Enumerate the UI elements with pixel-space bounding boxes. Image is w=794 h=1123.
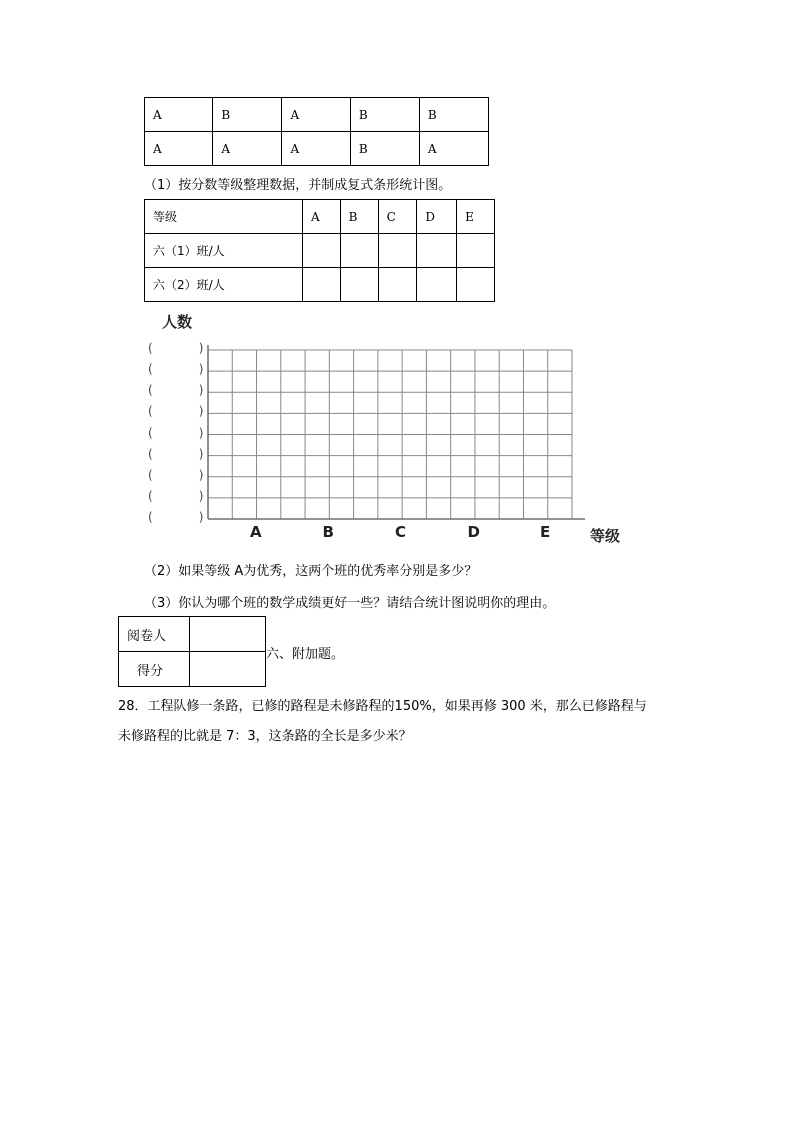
cell: B <box>213 98 282 132</box>
section-title: 六、附加题。 <box>266 647 345 662</box>
header-cell: D <box>417 200 457 234</box>
question-28-line2: 未修路程的比就是 7：3，这条路的全长是多少米？ <box>118 729 412 744</box>
cell: A <box>145 132 213 166</box>
y-tick-blank: ( ) <box>148 383 204 398</box>
cell: B <box>350 98 419 132</box>
x-tick-label: D <box>467 523 480 541</box>
header-cell: E <box>457 200 495 234</box>
cell: A <box>282 132 350 166</box>
x-axis-label: 等级 <box>590 527 621 545</box>
header-cell: 等级 <box>145 200 303 234</box>
y-tick-blank: ( ) <box>148 446 204 461</box>
header-cell: B <box>340 200 378 234</box>
y-tick-blank: ( ) <box>148 467 204 482</box>
question-2: （2）如果等级 A为优秀，这两个班的优秀率分别是多少？ <box>144 564 478 579</box>
row-label: 六（1）班/人 <box>145 234 303 268</box>
chart-grid <box>0 0 794 560</box>
cell: B <box>419 98 488 132</box>
y-tick-blank: ( ) <box>148 362 204 377</box>
y-tick-blank: ( ) <box>148 510 204 524</box>
y-tick-blank: ( ) <box>148 425 204 440</box>
cell: B <box>350 132 419 166</box>
question-3: （3）你认为哪个班的数学成绩更好一些？请结合统计图说明你的理由。 <box>144 596 556 611</box>
score-box <box>118 616 266 687</box>
x-tick-label: B <box>322 523 334 541</box>
cell: A <box>282 98 350 132</box>
cell: A <box>419 132 488 166</box>
cell: A <box>213 132 282 166</box>
y-tick-blank: ( ) <box>148 404 204 419</box>
x-tick-label: A <box>250 523 262 541</box>
cell: A <box>145 98 213 132</box>
row-label: 六（2）班/人 <box>145 268 303 302</box>
header-cell: C <box>378 200 417 234</box>
x-tick-label: C <box>395 523 407 541</box>
x-tick-label: E <box>540 523 551 541</box>
score-label: 得分 <box>119 652 190 687</box>
question-28-line1: 28．工程队修一条路，已修的路程是未修路程的150%，如果再修 300 米，那么已修路程与 <box>118 699 647 714</box>
y-tick-blank: ( ) <box>148 341 204 355</box>
reviewer-label: 阅卷人 <box>119 617 190 652</box>
question-1: （1）按分数等级整理数据，并制成复式条形统计图。 <box>144 178 452 193</box>
header-cell: A <box>303 200 341 234</box>
y-tick-blank: ( ) <box>148 488 204 503</box>
y-axis-label: 人数 <box>162 313 193 331</box>
